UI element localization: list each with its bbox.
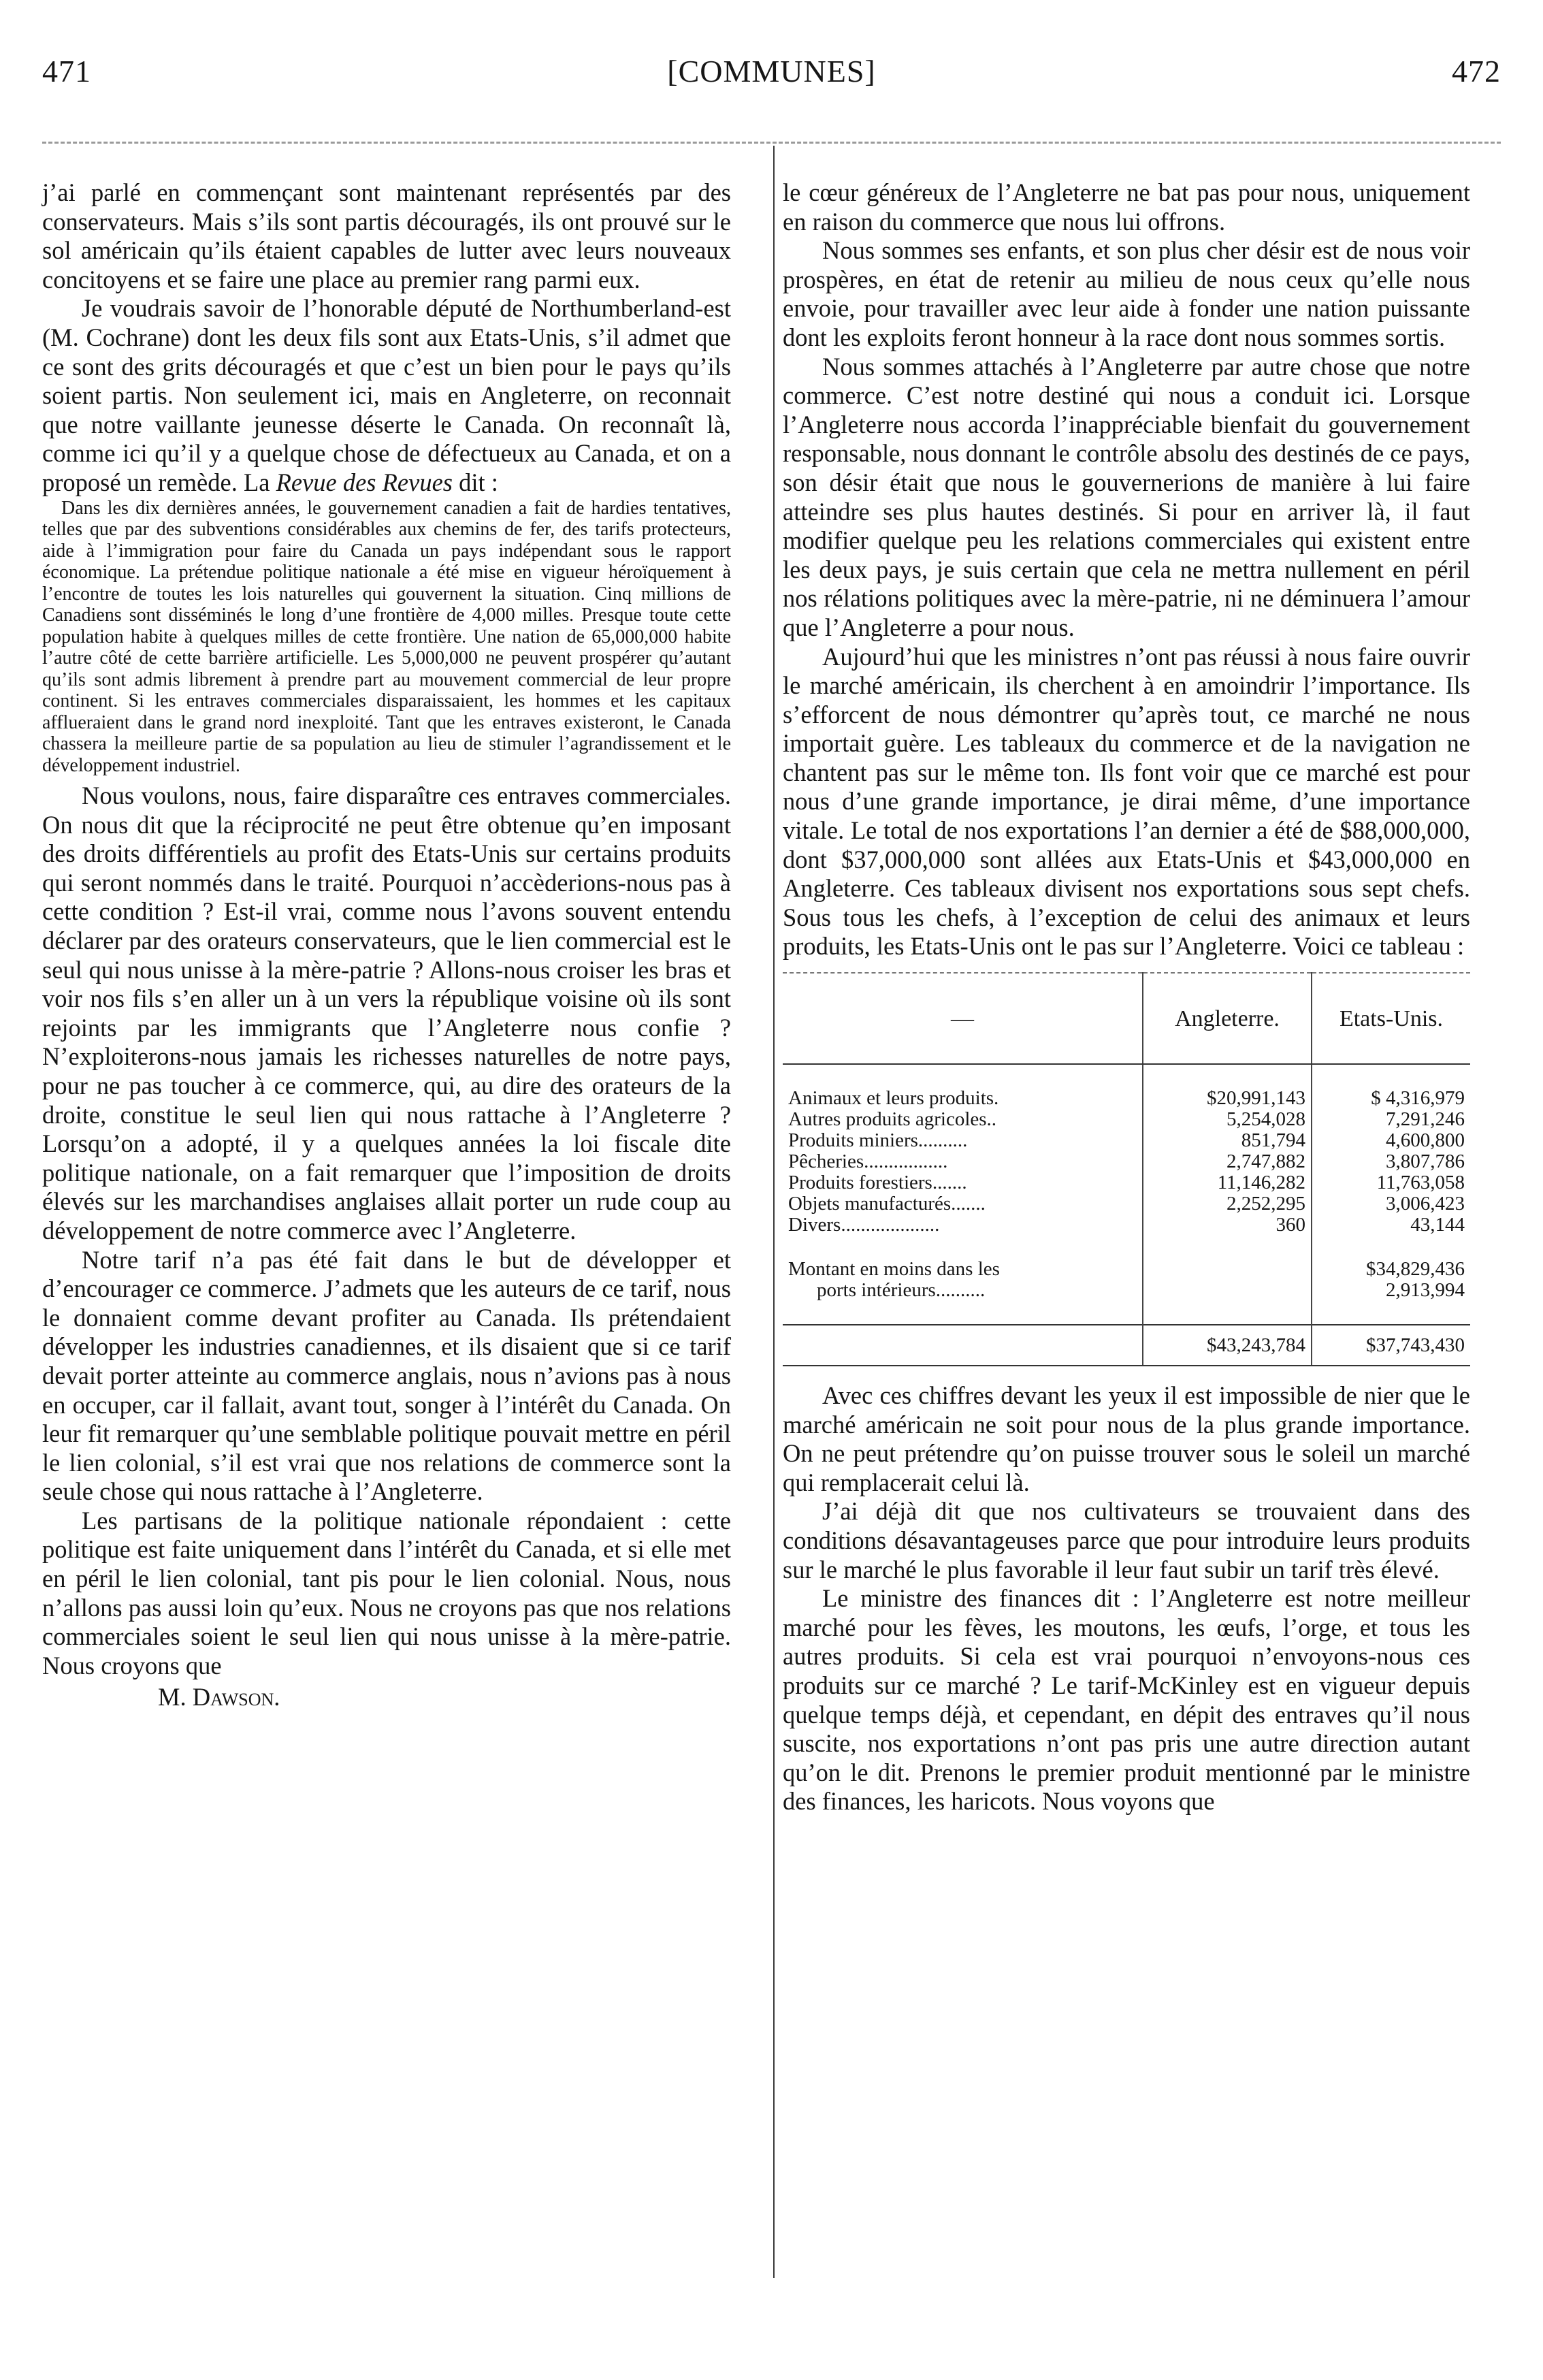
paragraph: Le ministre des finances dit : l’Angleterre est notre meilleur marché pour les fèves, les moutons, les œufs, l’orge, et tous les autres produits. Si cela est vrai pourquoi n’envoyons-nous ces produits sur ce marché ? Le tarif-McKinley est en vigueur depuis quelque temps déjà, et cependant, en dépit des entraves qu’il nous suscite, nos exportations n’ont pas pris une autre direction autant qu’on le dit. Prenons le premier produit mentionné par le ministre des finances, les haricots. Nous voyons que: [783, 1584, 1470, 1816]
table-header-blank: —: [783, 973, 1143, 1064]
speaker-name: M. Dawson.: [158, 1683, 280, 1711]
table-header-etats-unis: Etats-Unis.: [1312, 973, 1470, 1064]
page-number-left: 471: [42, 54, 91, 89]
paragraph: Nous voulons, nous, faire disparaître ces entraves commerciales. On nous dit que la réciprocité ne peut être obtenue qu’en imposant des droits différentiels au profit des Etats-Unis sur certains produits qui seront nommés dans le traité. Pourquoi n’accèderions-nous pas à cette condition ? Est-il vrai, comme nous l’avons souvent entendu déclarer par des orateurs conservateurs, que le lien commercial est le seul qui nous unisse à la mère-patrie ? Allons-nous croiser les bras et voir nos fils s’en aller un à un vers la république voisine où ils sont rejoints par les immigrants que l’Angleterre nous confie ? N’exploiterons-nous jamais les richesses naturelles de notre pays, pour ne pas toucher à ce commerce, qui, au dire des orateurs de la droite, constitue le seul lien qui nous rattache à l’Angleterre ? Lorsqu’on a adopté, il y a quelques années la loi fiscale dite politique nationale, on a fait remarquer que l’imposition de droits élevés sur les marchandises anglaises allait porter un rude coup au développement de notre commerce avec l’Angleterre.: [42, 782, 731, 1244]
table-row: Animaux et leurs produits. $20,991,143 $ 4,316,979: [783, 1088, 1470, 1109]
table-row-deduction: Montant en moins dans les $34,829,436: [783, 1259, 1470, 1280]
paragraph: J’ai déjà dit que nos cultivateurs se trouvaient dans des conditions désavantageuses parce que pour introduire leurs produits sur le marché le plus favorable il leur faut subir un tarif très élevé.: [783, 1497, 1470, 1583]
page-number-right: 472: [1452, 54, 1501, 89]
paragraph: Je voudrais savoir de l’honorable député de Northumberland-est (M. Cochrane) dont les deux fils sont aux Etats-Unis, s’il admet que ce sont des grits découragés et que c’est un bien pour le pays qu’ils soient partis. Non seulement ici, mais en Angleterre, on reconnait que notre vaillante jeunesse déserte le Canada. On reconnaît là, comme ici qu’il y a quelque chose de défectueux au Canada, et on a proposé un remède. La Revue des Revues dit :: [42, 294, 731, 496]
block-quote: Dans les dix dernières années, le gouvernement canadien a fait de hardies tentatives, telles que par des subventions considérables aux chemins de fer, des tarifs protecteurs, aide à l’immigration pour faire du Canada un pays indépendant sous le rapport économique. La prétendue politique nationale a été mise en vigueur héroïquement à l’encontre de toutes les lois naturelles qui gouvernent la situation. Cinq millions de Canadiens sont disséminés le long d’une frontière de 4,000 milles. Presque toute cette population habite à quelques milles de cette frontière. Une nation de 65,000,000 habite l’autre côté de cette barrière artificielle. Les 5,000,000 ne peuvent prospérer qu’autant qu’ils sont admis librement à prendre part au mouvement commercial de leur propre continent. Si les entraves commerciales disparaissaient, les hommes et les capitaux afflueraient dans le grand nord inexploité. Tant que les entraves existeront, le Canada chassera la meilleure partie de sa population au lieu de stimuler l’agrandissement et le développement industriel.: [42, 497, 731, 776]
table-row: Produits miniers.......... 851,794 4,600,800: [783, 1130, 1470, 1151]
table-row: Objets manufacturés....... 2,252,295 3,006,423: [783, 1193, 1470, 1215]
table-row: Produits forestiers....... 11,146,282 11,763,058: [783, 1172, 1470, 1193]
paragraph: j’ai parlé en commençant sont maintenant représentés par des conservateurs. Mais s’ils sont partis découragés, ils ont prouvé sur le sol américain qu’ils étaient capables de lutter avec leurs nouveaux concitoyens et se faire une place au premier rang parmi eux.: [42, 178, 731, 293]
table-row: Divers.................... 360 43,144: [783, 1215, 1470, 1236]
left-column: [42, 178, 731, 1712]
right-column: [783, 178, 1470, 1816]
paragraph: Notre tarif n’a pas été fait dans le but de développer et d’encourager ce commerce. J’admets que les auteurs de ce tarif, nous le donnaient comme devant profiter au Canada. Ils prétendaient développer les industries canadiennes, et ils disaient que si ce tarif devait porter atteinte au commerce anglais, nous n’avions pas à nous en occuper, car il fallait, avant tout, songer à l’intérêt du Canada. On leur fit remarquer qu’une semblable politique pouvait mettre en péril le lien colonial, s’il est vrai que nos relations de commerce sont la seule chose qui nous rattache à l’Angleterre.: [42, 1245, 731, 1506]
table-header-angleterre: Angleterre.: [1143, 973, 1312, 1064]
table-row-total: $43,243,784 $37,743,430: [783, 1325, 1470, 1366]
paragraph: Les partisans de la politique nationale répondaient : cette politique est faite uniquement dans l’intérêt du Canada, et si elle met en péril le lien colonial, tant pis pour le lien colonial. Nous, nous n’allons pas aussi loin qu’eux. Nous ne croyons pas que nos relations commerciales soient le seul lien qui nous unisse à la mère-patrie. Nous croyons que: [42, 1506, 731, 1679]
page-header-title: [COMMUNES]: [667, 54, 876, 89]
paragraph: le cœur généreux de l’Angleterre ne bat pas pour nous, uniquement en raison du commerce que nous lui offrons.: [783, 178, 1470, 236]
exports-table: [783, 972, 1470, 1366]
table-header-row: [783, 973, 1470, 1064]
paragraph: Nous sommes attachés à l’Angleterre par autre chose que notre commerce. C’est notre destiné qui nous a conduit ici. Lorsque l’Angleterre nous accorda l’inappréciable bienfait du gouvernement responsable, nous donnant le contrôle absolu des destinés de ce pays, son désir était que nous le gouvernerions de manière à lui faire atteindre ses plus hautes destinés. Si pour en arriver là, il faut modifier quelque peu les relations commerciales qui existent entre les deux pays, je suis certain que cela ne mettra nullement en péril nos rélations politiques avec la mère-patrie, ni ne déminuera l’amour que l’Angleterre a pour nous.: [783, 352, 1470, 641]
column-divider: [773, 146, 775, 2278]
paragraph: Aujourd’hui que les ministres n’ont pas réussi à nous faire ouvrir le marché américain, ils cherchent à en amoindrir l’importance. Ils s’efforcent de nous démontrer qu’après tout, ce marché ne nous importait guère. Les tableaux du commerce et de la navigation ne chantent pas sur le même ton. Ils font voir que ce marché est pour nous d’une grande importance, je dirai même, d’une importance vitale. Le total de nos exportations l’an dernier a été de $88,000,000, dont $37,000,000 sont allées aux Etats-Unis et $43,000,000 en Angleterre. Ces tableaux divisent nos exportations sous sept chefs. Sous tous les chefs, à l’exception de celui des animaux et leurs produits, les Etats-Unis ont le pas sur l’Angleterre. Voici ce tableau :: [783, 642, 1470, 961]
journal-title: Revue des Revues: [276, 468, 453, 496]
paragraph: Avec ces chiffres devant les yeux il est impossible de nier que le marché américain ne soit pour nous de la plus grande importance. On ne peut prétendre qu’on puisse trouver sous le soleil un marché qui remplacerait celui là.: [783, 1381, 1470, 1496]
table-row: Pêcheries................. 2,747,882 3,807,786: [783, 1151, 1470, 1172]
table-row-deduction: ports intérieurs.......... 2,913,994: [783, 1280, 1470, 1301]
table-row: Autres produits agricoles.. 5,254,028 7,291,246: [783, 1109, 1470, 1130]
header-rule: [42, 142, 1501, 144]
paragraph: Nous sommes ses enfants, et son plus cher désir est de nous voir prospères, en état de retenir au milieu de nous ceux qu’elle nous envoie, pour travailler avec leur aide à fonder une nation puissante dont les exploits feront honneur à la race dont nous sommes sortis.: [783, 236, 1470, 351]
